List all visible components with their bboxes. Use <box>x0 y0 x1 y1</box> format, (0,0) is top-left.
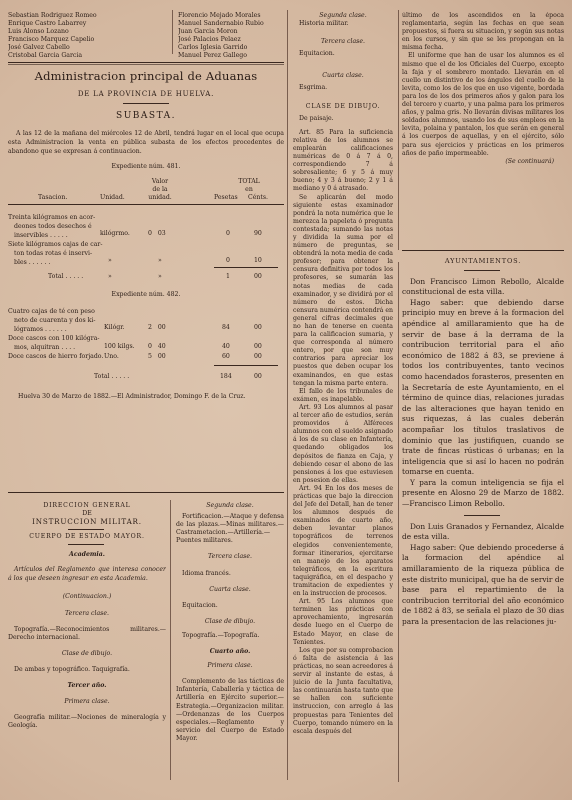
name-entry: Manuel Perez Gallego <box>178 52 247 60</box>
name-entry: Florencio Mejado Morales <box>178 12 261 19</box>
plan-estudios-continued: Segunda clase. Fortificacion.—Ataque y defensa de las plazas.—Minas militares.—Castrametacion.—Artillería.—Puentes militares. Tercera clase. Idioma francés. Cuarta clase. Equitacion. Clase de dibujo. Topografía.—Topografía. Cuarto año. Primera clase. Complemento de las tácticas de Infantería, Caballería y táctica de Artillería en Ejército superior.—Estrategia.—Organizacion militar.—Ordenanzas de los Cuerpos especiales.—Reglamento y servicio del Cuerpo de Estado Mayor. <box>176 502 284 742</box>
table-row: Cuatro cajas de té con peso neto de cuarenta y dos ki- lógramos . . . . . . Kilógr. 2 00 84 00 <box>8 308 262 333</box>
table-row: Doce cascos de hierro forjado. Uno. 5 00 60 00 <box>8 353 262 360</box>
aduanas-notice <box>8 68 284 401</box>
column-rule <box>287 10 288 780</box>
ayuntamientos-notices: AYUNTAMIENTOS. Don Francisco Limon Rebollo, Alcalde constitucional de esta villa. Hago saber: que debiendo darse principio muy en breve á la formacion del apéndice al amillaramiento que ha de servir de base á la derrama de la contribucion territorial para el año económico de 1882 á 83, se previene á todos los contribuyentes, tanto vecinos como hacendados forasteros, presenten en la Secretaría de este Ayuntamiento, en el término de quince dias, relaciones juradas de las alteraciones que hayan tenido en sus riquezas, á las cuales deberán acompañar los títulos traslativos de dominio que las justifiquen, cuando se trate de fincas rústicas ó urbanas; en la inteligencia que si así lo hacen no podrán tomarse en cuenta. Y para la comun inteligencia se fija el presente en Alosno 29 de Marzo de 1882.—Francisco Limon Rebollo. Don Luis Granados y Fernandez, Alcalde de esta villa. Hago saber: Que debiendo procederse á la formacion del apéndice al amillaramiento de la riqueza pública de este distrito municipal, que ha de servir de base para el repartimiento de la contribucion territorial del año económico de 1882 á 83, se señala el plazo de 30 dias para la presentacion de las relaciones ju- <box>402 257 564 626</box>
total-row: Total . . . . . » » 1 00 <box>48 273 262 280</box>
separator <box>8 64 284 65</box>
name-entry: José Palacios Pelaez <box>178 36 241 44</box>
separator <box>8 204 284 205</box>
table-row: Siete kilógramos cajas de car- ton todas rotas é inservi- bles . . . . . . » » 0 10 <box>8 241 262 266</box>
separator <box>8 62 284 63</box>
subasta-heading: SUBASTA. <box>116 111 176 121</box>
section-heading: DIRECCION GENERAL <box>43 502 131 509</box>
expediente-heading: Expediente núm. 481. <box>111 163 181 170</box>
expediente-heading: Expediente núm. 482. <box>111 291 181 298</box>
notice-signature: Huelva 30 de Marzo de 1882.—El Administrador, Domingo F. de la Cruz. <box>18 393 246 400</box>
name-entry: Enrique Castro Labarrey <box>8 20 87 28</box>
notice-title: Administracion principal de Aduanas <box>34 69 258 83</box>
separator <box>8 492 284 493</box>
column-rule <box>398 10 399 250</box>
direccion-general-notice: DIRECCION GENERAL DE INSTRUCCION MILITAR. CUERPO DE ESTADO MAYOR. Academia. Artículos del Reglamento que interesa conocer á los que deseen ingresar en esta Academia. (Continuacion.) Tercera clase. Topografía.—Reconocimientos militares.—Derecho internacional. Clase de dibujo. De ambas y topográfico. Taquigrafía. Tercer año. Primera clase. Geografía militar.—Nociones de mineralogía y Geología. <box>8 502 166 730</box>
name-entry: Carlos Iglesia Garrido <box>178 44 248 52</box>
column-rule <box>398 262 399 782</box>
name-entry: Luis Alonso Lozano <box>8 28 69 36</box>
reglamento-column: Segunda clase. Historia militar. Tercera clase. Equitacion. Cuarta clase. Esgrima. CLASE DE DIBUJO. De paisaje. Art. 85 Para la suficiencia relativa de los alumnos se emplearán calificaciones numéricas de 0 á 7 á 0, correspondiendo 7 á sobresaliente; 6 y 5 á muy bueno; 4 y 3 á bueno; 2 y 1 á mediano y 0 á atrasado. Se aplicarán del modo siguiente estas examinador pondrá la nota numérica que le merezca la papeleta ó pregunta contestada; sumando las notas y dividida la suma por el número de preguntas, se obtendrá la nota media de cada profesor; para obtener la censura definitiva por todos los profesores, se sumarán las notas medias de cada examinador, y se dividirá por el número de estos. Dicha censura numérica contendrá en general cifras decimales que no han de tenerse en cuenta para la calificacion sumaria, y que corresponda al número entero, por que son muy contrarios para apreciar los puestos que deben ocupar los examinandos, en que estas tengan la misma parte entera. El fallo de los tribunales de exámen, es inapelable. Art. 93 Los alumnos al pasar al tercer año de estudios, serán promovidos á Alféreces alumnos con el sueldo asignado á los de su clase en Infantería, quedando obligados los depósitos de fianza en Caja, y debiendo cesar el abono de las pensiones á los que estuviesen en posesion de ellas. Art. 94 En los dos meses de prácticas que bajo la direccion del Jefe del Detall, han de tener los alumnos después de examinados de cuarto año, deben levantar planos topográficos de terrenos elegidos convenientemente, formar itinerarios, ejercitarse en manejo de los aparatos telegráficos, en la escritura taquigráfica, en el despacho y tramitacion de expedientes y en la instruccion de procesos. Art. 95 Los alumnos que terminen las prácticas con aprovechamiento, ingresarán desde luego en el Cuerpo de Estado Mayor, en clase de Tenientes. Los que por su comprobacion ó falta de asistencia á las prácticas, no sean acreedores á servir al instante de estas, á juicio de la Junta facultativa, las continuarán hasta tanto que se hallen con suficiente instruccion, con arreglo á las propuestas para Tenientes del Cuerpo, tomando número en la escala después del <box>293 12 393 735</box>
separator <box>464 270 500 271</box>
section-heading: INSTRUCCION MILITAR. <box>32 517 142 527</box>
total-row: Total . . . . . 184 00 <box>94 373 262 380</box>
table-row: Treinta kilógramos en acor- deones todos desechos é inservibles . . . . . kilógrmo. 0 03 0 90 <box>8 214 262 239</box>
name-entry: Francisco Marquez Capelio <box>8 36 95 44</box>
separator <box>402 250 564 251</box>
separator <box>214 365 278 366</box>
column-rule <box>170 500 171 780</box>
separator <box>464 515 500 516</box>
separator <box>68 544 104 545</box>
section-heading: AYUNTAMIENTOS. <box>444 257 522 265</box>
names-list-right <box>178 12 284 61</box>
column-rule <box>172 10 173 54</box>
section-subheading: CUERPO DE ESTADO MAYOR. <box>29 533 145 541</box>
name-entry: José Galvez Cabello <box>8 44 70 52</box>
names-list-left <box>8 12 168 61</box>
name-entry: Sebastian Rodriguez Romeo <box>8 12 97 19</box>
table-header: Valor de la unidad. TOTAL en Tasacion. Unidad. Pesetas Cénts. <box>38 178 269 201</box>
separator <box>123 103 169 104</box>
subasta-intro: A las 12 de la mañana del miércoles 12 de Abril, tendrá lugar en el local que ocupa esta Administracion la venta en pública subasta de los efectos procedentes de abandono que se expresan á continuacion. <box>8 130 284 155</box>
name-entry: Cristobal Garcia Garcia <box>8 52 83 60</box>
ayuntamientos-column: último de los ascendidos en la época reglamentaria, según las fechas en que sean propuestos, si fuera su situacion, y según sus notas en los cursos, y sin que se les propongan en la misma fecha. El uniforme que han de usar los alumnos es el mismo que el de los Oficiales del Cuerpo, excepto la faja y el sombrero montado. Llevarán en el cuello un distintivo de los ángulos del cuello de la levita, como los de los que en uso vigente, bordada para los de los dos primeros años y galon para los del tercero y cuarto, y una palma para los primeros años, y palma gris. No llevarán divisas militares los soldados alumnos, usando los de sus empleos en la levita, polaina y pantalon, los que serán en general á los cuerpos de aquellas, y en el ejército, sólo para sus ejercicios y prácticas en los primeros años de paño impermeable. (Se continuará) <box>402 12 564 165</box>
name-entry: Manuel Sandernabio Rubio <box>178 20 264 28</box>
separator <box>214 267 278 268</box>
notice-subtitle: DE LA PROVINCIA DE HUELVA. <box>77 90 215 98</box>
name-entry: Juan Garcia Moron <box>178 28 238 36</box>
table-row: Doce cascos con 100 kilógra- mos, alquitran . . . . 100 kilgs. 0 40 40 00 <box>8 335 262 351</box>
separator <box>68 529 104 530</box>
